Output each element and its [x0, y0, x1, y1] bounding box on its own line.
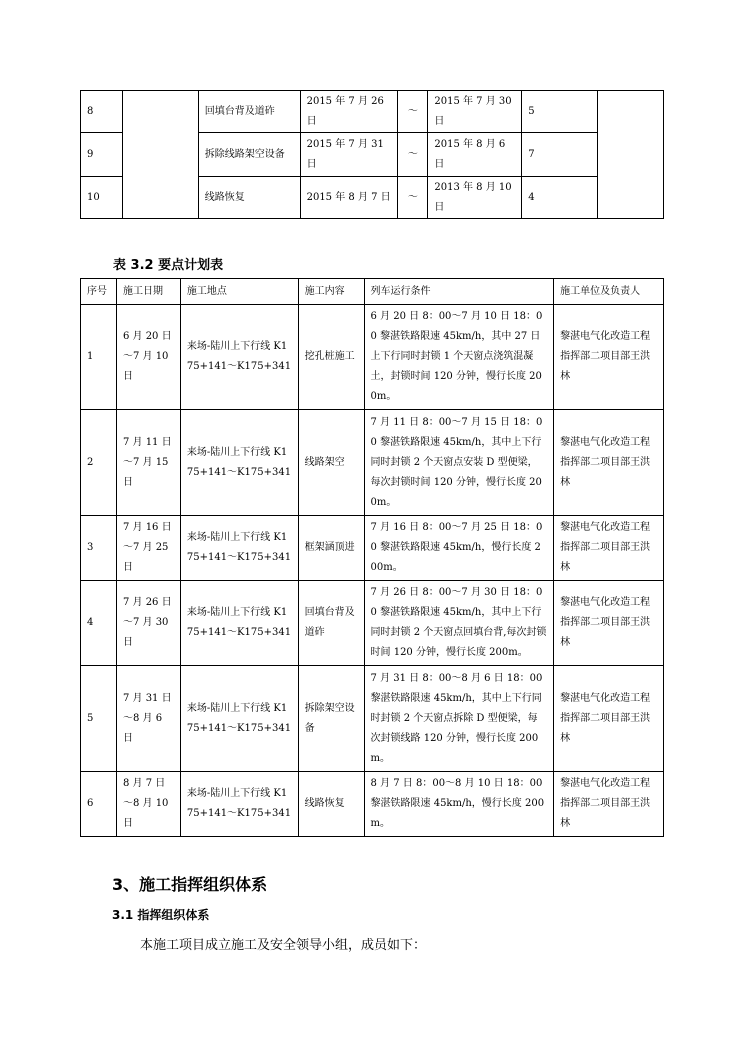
- body-paragraph: 本施工项目成立施工及安全领导小组，成员如下：: [140, 938, 427, 953]
- work-date: 6 月 20 日～7 月 10 日: [116, 305, 180, 410]
- work-date: 7 月 26 日～7 月 30 日: [116, 581, 180, 666]
- work-date: 7 月 31 日～8 月 6 日: [116, 666, 180, 772]
- row-number: 4: [81, 581, 117, 666]
- header-cell: 施工内容: [298, 279, 364, 305]
- work-place: 来场-陆川上下行线 K175+141～K175+341: [180, 305, 298, 410]
- responsible-unit: 黎湛电气化改造工程指挥部二项目部王洪林: [554, 305, 664, 410]
- table-row: [81, 305, 664, 410]
- empty-cell: [122, 91, 198, 219]
- work-date: 8 月 7 日～8 月 10 日: [116, 772, 180, 837]
- work-place: 来场-陆川上下行线 K175+141～K175+341: [180, 772, 298, 837]
- responsible-unit: 黎湛电气化改造工程指挥部二项目部王洪林: [554, 581, 664, 666]
- row-number: 10: [81, 177, 123, 219]
- table-row: [81, 91, 664, 133]
- train-condition: 6 月 20 日 8：00～7 月 10 日 18：00 黎湛铁路限速 45km/h，其中 27 日上下行同时封锁 1 个天窗点浇筑混凝土，封锁时间 120 分钟，慢行长度 200m。: [364, 305, 554, 410]
- work-place: 来场-陆川上下行线 K175+141～K175+341: [180, 410, 298, 516]
- row-number: 9: [81, 133, 123, 177]
- train-condition: 8 月 7 日 8：00～8 月 10 日 18：00 黎湛铁路限速 45km/h，慢行长度 200m。: [364, 772, 554, 837]
- work-place: 来场-陆川上下行线 K175+141～K175+341: [180, 581, 298, 666]
- work-item: 线路恢复: [198, 177, 300, 219]
- work-item: 回填台背及道砟: [198, 91, 300, 133]
- work-content: 挖孔桩施工: [298, 305, 364, 410]
- row-number: 6: [81, 772, 117, 837]
- row-number: 2: [81, 410, 117, 516]
- header-cell: 列车运行条件: [364, 279, 554, 305]
- start-date: 2015 年 7 月 26 日: [300, 91, 398, 133]
- work-content: 框架涵顶进: [298, 516, 364, 581]
- section-heading: 3、施工指挥组织体系: [112, 875, 268, 894]
- subsection-heading: 3.1 指挥组织体系: [112, 908, 210, 922]
- table-row: [81, 410, 664, 516]
- work-date: 7 月 16 日～7 月 25 日: [116, 516, 180, 581]
- schedule-table-continued: [80, 90, 664, 219]
- table-caption: 表 3.2 要点计划表: [113, 258, 224, 273]
- date-separator: ～: [398, 91, 428, 133]
- table-row: [81, 516, 664, 581]
- work-place: 来场-陆川上下行线 K175+141～K175+341: [180, 666, 298, 772]
- train-condition: 7 月 11 日 8：00～7 月 15 日 18：00 黎湛铁路限速 45km/h，其中上下行同时封锁 2 个天窗点安装 D 型便梁，每次封锁时间 120 分钟，慢行长度 200m。: [364, 410, 554, 516]
- duration-days: 5: [522, 91, 598, 133]
- table-row: [81, 666, 664, 772]
- work-content: 回填台背及道砟: [298, 581, 364, 666]
- header-cell: 施工日期: [116, 279, 180, 305]
- work-content: 线路恢复: [298, 772, 364, 837]
- train-condition: 7 月 16 日 8：00～7 月 25 日 18：00 黎湛铁路限速 45km/h，慢行长度 200m。: [364, 516, 554, 581]
- duration-days: 4: [522, 177, 598, 219]
- header-cell: 序号: [81, 279, 117, 305]
- key-point-plan-table: [80, 278, 664, 837]
- end-date: 2015 年 8 月 6 日: [428, 133, 522, 177]
- row-number: 1: [81, 305, 117, 410]
- responsible-unit: 黎湛电气化改造工程指挥部二项目部王洪林: [554, 772, 664, 837]
- work-date: 7 月 11 日～7 月 15 日: [116, 410, 180, 516]
- end-date: 2015 年 7 月 30 日: [428, 91, 522, 133]
- work-place: 来场-陆川上下行线 K175+141～K175+341: [180, 516, 298, 581]
- start-date: 2015 年 7 月 31 日: [300, 133, 398, 177]
- train-condition: 7 月 26 日 8：00～7 月 30 日 18：00 黎湛铁路限速 45km/h，其中上下行同时封锁 2 个天窗点回填台背,每次封锁时间 120 分钟，慢行长度 200m。: [364, 581, 554, 666]
- table-row: [81, 772, 664, 837]
- table-row: [81, 581, 664, 666]
- header-cell: 施工单位及负责人: [554, 279, 664, 305]
- row-number: 3: [81, 516, 117, 581]
- end-date: 2013 年 8 月 10 日: [428, 177, 522, 219]
- train-condition: 7 月 31 日 8：00～8 月 6 日 18：00 黎湛铁路限速 45km/h，其中上下行同时封锁 2 个天窗点拆除 D 型便梁，每次封锁线路 120 分钟，慢行长度 200m。: [364, 666, 554, 772]
- date-separator: ～: [398, 177, 428, 219]
- work-content: 拆除架空设备: [298, 666, 364, 772]
- start-date: 2015 年 8 月 7 日: [300, 177, 398, 219]
- row-number: 8: [81, 91, 123, 133]
- responsible-unit: 黎湛电气化改造工程指挥部二项目部王洪林: [554, 666, 664, 772]
- empty-cell: [598, 91, 664, 219]
- duration-days: 7: [522, 133, 598, 177]
- work-content: 线路架空: [298, 410, 364, 516]
- work-item: 拆除线路架空设备: [198, 133, 300, 177]
- date-separator: ～: [398, 133, 428, 177]
- row-number: 5: [81, 666, 117, 772]
- responsible-unit: 黎湛电气化改造工程指挥部二项目部王洪林: [554, 516, 664, 581]
- table-header-row: [81, 279, 664, 305]
- header-cell: 施工地点: [180, 279, 298, 305]
- responsible-unit: 黎湛电气化改造工程指挥部二项目部王洪林: [554, 410, 664, 516]
